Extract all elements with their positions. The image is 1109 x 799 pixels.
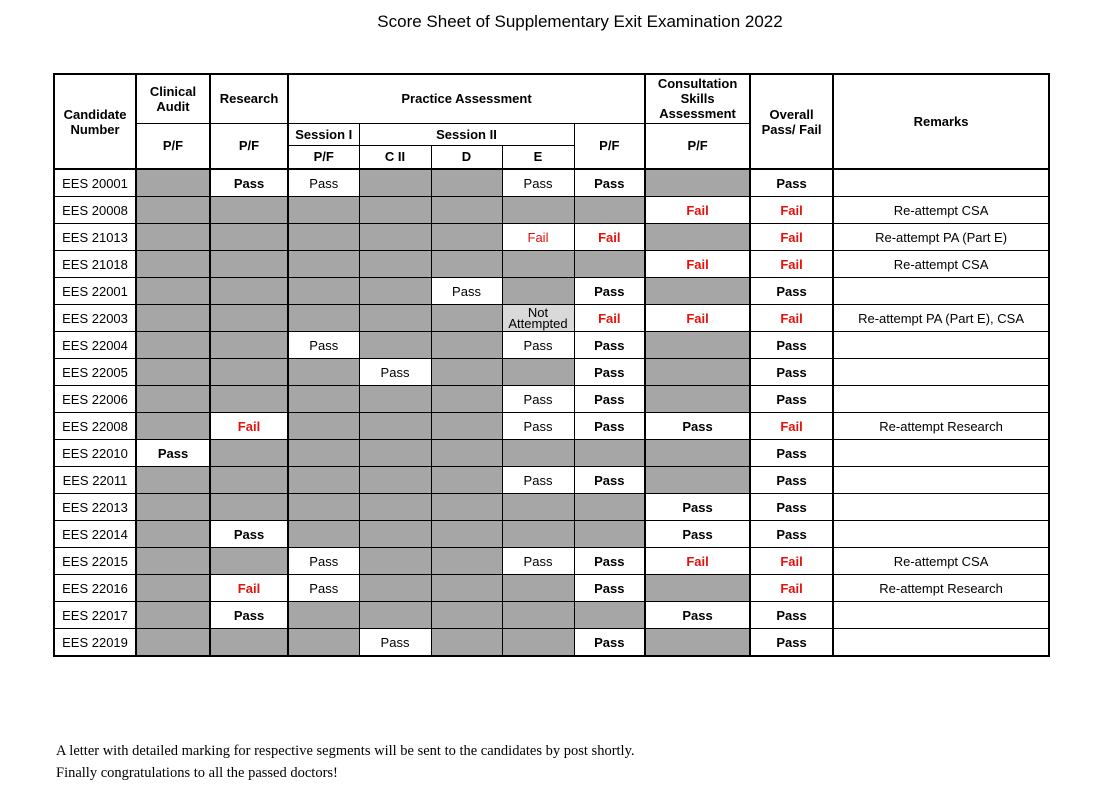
cell-session-1: Pass bbox=[288, 575, 359, 602]
table-row bbox=[54, 413, 1049, 440]
cell-remarks bbox=[833, 440, 1049, 467]
cell-remarks bbox=[833, 521, 1049, 548]
cell-remarks: Re-attempt CSA bbox=[833, 197, 1049, 224]
cell-e: Pass bbox=[502, 413, 574, 440]
cell-candidate: EES 22015 bbox=[54, 548, 136, 575]
cell-remarks bbox=[833, 278, 1049, 305]
header-clinical-audit-pf: P/F bbox=[136, 123, 210, 169]
cell-remarks: Re-attempt CSA bbox=[833, 548, 1049, 575]
cell-session-1 bbox=[288, 278, 359, 305]
cell-d bbox=[431, 169, 502, 197]
cell-e bbox=[502, 278, 574, 305]
cell-session-1: Pass bbox=[288, 332, 359, 359]
cell-e bbox=[502, 197, 574, 224]
cell-c2 bbox=[359, 440, 431, 467]
cell-research bbox=[210, 197, 288, 224]
cell-session-1 bbox=[288, 413, 359, 440]
cell-d bbox=[431, 602, 502, 629]
cell-session-1 bbox=[288, 224, 359, 251]
cell-consultation-pf: Fail bbox=[645, 548, 750, 575]
header-candidate-number: Candidate Number bbox=[54, 74, 136, 169]
cell-candidate: EES 22019 bbox=[54, 629, 136, 657]
cell-consultation-pf bbox=[645, 169, 750, 197]
cell-practice-pf: Pass bbox=[574, 359, 645, 386]
cell-research bbox=[210, 386, 288, 413]
cell-clinical-audit bbox=[136, 413, 210, 440]
cell-clinical-audit bbox=[136, 602, 210, 629]
cell-candidate: EES 21013 bbox=[54, 224, 136, 251]
cell-d: Pass bbox=[431, 278, 502, 305]
cell-c2 bbox=[359, 169, 431, 197]
cell-candidate: EES 22016 bbox=[54, 575, 136, 602]
score-table bbox=[53, 73, 1050, 657]
cell-clinical-audit bbox=[136, 332, 210, 359]
cell-e bbox=[502, 521, 574, 548]
cell-practice-pf: Pass bbox=[574, 386, 645, 413]
cell-consultation-pf: Fail bbox=[645, 197, 750, 224]
cell-remarks bbox=[833, 386, 1049, 413]
cell-session-1 bbox=[288, 467, 359, 494]
table-row bbox=[54, 278, 1049, 305]
cell-consultation-pf: Fail bbox=[645, 305, 750, 332]
cell-consultation-pf bbox=[645, 224, 750, 251]
cell-consultation-pf: Pass bbox=[645, 602, 750, 629]
header-d: D bbox=[431, 145, 502, 169]
cell-practice-pf: Pass bbox=[574, 575, 645, 602]
cell-clinical-audit bbox=[136, 548, 210, 575]
cell-overall: Pass bbox=[750, 467, 833, 494]
table-row bbox=[54, 251, 1049, 278]
cell-candidate: EES 20001 bbox=[54, 169, 136, 197]
cell-overall: Pass bbox=[750, 602, 833, 629]
cell-candidate: EES 22008 bbox=[54, 413, 136, 440]
cell-overall: Pass bbox=[750, 440, 833, 467]
cell-research: Pass bbox=[210, 602, 288, 629]
cell-session-1 bbox=[288, 305, 359, 332]
header-research: Research bbox=[210, 74, 288, 123]
cell-c2 bbox=[359, 494, 431, 521]
table-row bbox=[54, 548, 1049, 575]
cell-candidate: EES 22011 bbox=[54, 467, 136, 494]
cell-d bbox=[431, 197, 502, 224]
cell-overall: Pass bbox=[750, 169, 833, 197]
cell-overall: Fail bbox=[750, 575, 833, 602]
header-practice-pf: P/F bbox=[574, 123, 645, 169]
cell-practice-pf bbox=[574, 197, 645, 224]
table-row bbox=[54, 169, 1049, 197]
cell-overall: Pass bbox=[750, 521, 833, 548]
cell-c2 bbox=[359, 386, 431, 413]
cell-consultation-pf bbox=[645, 440, 750, 467]
cell-consultation-pf bbox=[645, 575, 750, 602]
cell-remarks bbox=[833, 494, 1049, 521]
cell-practice-pf: Pass bbox=[574, 332, 645, 359]
cell-practice-pf: Fail bbox=[574, 305, 645, 332]
header-session-1: Session I bbox=[288, 123, 359, 145]
cell-session-1 bbox=[288, 602, 359, 629]
cell-e bbox=[502, 251, 574, 278]
table-row bbox=[54, 224, 1049, 251]
cell-e bbox=[502, 575, 574, 602]
cell-d bbox=[431, 359, 502, 386]
header-remarks: Remarks bbox=[833, 74, 1049, 169]
cell-candidate: EES 22001 bbox=[54, 278, 136, 305]
cell-overall: Pass bbox=[750, 386, 833, 413]
cell-candidate: EES 22004 bbox=[54, 332, 136, 359]
cell-e: Pass bbox=[502, 386, 574, 413]
cell-d bbox=[431, 332, 502, 359]
table-row bbox=[54, 359, 1049, 386]
cell-e: Pass bbox=[502, 169, 574, 197]
cell-remarks bbox=[833, 332, 1049, 359]
cell-practice-pf: Pass bbox=[574, 169, 645, 197]
cell-c2 bbox=[359, 197, 431, 224]
cell-clinical-audit bbox=[136, 251, 210, 278]
cell-d bbox=[431, 305, 502, 332]
cell-c2 bbox=[359, 575, 431, 602]
cell-consultation-pf bbox=[645, 467, 750, 494]
cell-clinical-audit bbox=[136, 467, 210, 494]
cell-research bbox=[210, 467, 288, 494]
cell-e bbox=[502, 494, 574, 521]
cell-d bbox=[431, 440, 502, 467]
cell-research: Pass bbox=[210, 521, 288, 548]
cell-consultation-pf bbox=[645, 359, 750, 386]
cell-remarks bbox=[833, 169, 1049, 197]
cell-candidate: EES 22003 bbox=[54, 305, 136, 332]
cell-session-1 bbox=[288, 440, 359, 467]
cell-c2 bbox=[359, 251, 431, 278]
cell-d bbox=[431, 548, 502, 575]
cell-remarks bbox=[833, 467, 1049, 494]
cell-remarks bbox=[833, 629, 1049, 657]
cell-overall: Fail bbox=[750, 251, 833, 278]
cell-overall: Pass bbox=[750, 332, 833, 359]
cell-overall: Fail bbox=[750, 224, 833, 251]
cell-overall: Pass bbox=[750, 278, 833, 305]
footer-line-1: A letter with detailed marking for respective segments will be sent to the candidates by post shortly. bbox=[56, 743, 635, 759]
cell-consultation-pf bbox=[645, 278, 750, 305]
table-row bbox=[54, 467, 1049, 494]
cell-remarks: Re-attempt Research bbox=[833, 575, 1049, 602]
cell-e: Not Attempted bbox=[502, 305, 574, 332]
cell-research bbox=[210, 494, 288, 521]
cell-e: Pass bbox=[502, 332, 574, 359]
cell-d bbox=[431, 224, 502, 251]
cell-consultation-pf: Pass bbox=[645, 494, 750, 521]
cell-practice-pf bbox=[574, 440, 645, 467]
cell-research bbox=[210, 224, 288, 251]
header-consultation-pf: P/F bbox=[645, 123, 750, 169]
cell-session-1 bbox=[288, 629, 359, 657]
cell-overall: Pass bbox=[750, 359, 833, 386]
cell-consultation-pf: Pass bbox=[645, 413, 750, 440]
cell-research bbox=[210, 629, 288, 657]
cell-remarks: Re-attempt Research bbox=[833, 413, 1049, 440]
cell-research bbox=[210, 305, 288, 332]
header-research-pf: P/F bbox=[210, 123, 288, 169]
cell-e bbox=[502, 440, 574, 467]
table-row bbox=[54, 197, 1049, 224]
table-row bbox=[54, 575, 1049, 602]
cell-practice-pf bbox=[574, 494, 645, 521]
cell-e bbox=[502, 359, 574, 386]
cell-d bbox=[431, 251, 502, 278]
cell-e bbox=[502, 602, 574, 629]
header-session-1-pf: P/F bbox=[288, 145, 359, 169]
cell-research bbox=[210, 359, 288, 386]
cell-clinical-audit bbox=[136, 521, 210, 548]
header-session-2: Session II bbox=[359, 123, 574, 145]
cell-overall: Fail bbox=[750, 548, 833, 575]
cell-remarks: Re-attempt CSA bbox=[833, 251, 1049, 278]
cell-remarks bbox=[833, 602, 1049, 629]
cell-research bbox=[210, 332, 288, 359]
cell-d bbox=[431, 413, 502, 440]
cell-overall: Fail bbox=[750, 305, 833, 332]
cell-session-1 bbox=[288, 521, 359, 548]
footer-note bbox=[56, 740, 635, 784]
cell-consultation-pf bbox=[645, 332, 750, 359]
cell-session-1 bbox=[288, 386, 359, 413]
cell-c2 bbox=[359, 305, 431, 332]
table-row bbox=[54, 305, 1049, 332]
cell-candidate: EES 22014 bbox=[54, 521, 136, 548]
cell-practice-pf bbox=[574, 251, 645, 278]
cell-research bbox=[210, 548, 288, 575]
cell-c2 bbox=[359, 278, 431, 305]
cell-d bbox=[431, 629, 502, 657]
cell-candidate: EES 21018 bbox=[54, 251, 136, 278]
cell-candidate: EES 20008 bbox=[54, 197, 136, 224]
cell-research bbox=[210, 251, 288, 278]
cell-clinical-audit bbox=[136, 575, 210, 602]
header-c2: C II bbox=[359, 145, 431, 169]
cell-overall: Pass bbox=[750, 494, 833, 521]
cell-d bbox=[431, 494, 502, 521]
cell-overall: Fail bbox=[750, 413, 833, 440]
cell-c2 bbox=[359, 548, 431, 575]
table-row bbox=[54, 602, 1049, 629]
header-practice-assessment: Practice Assessment bbox=[288, 74, 645, 123]
cell-c2 bbox=[359, 413, 431, 440]
cell-remarks: Re-attempt PA (Part E) bbox=[833, 224, 1049, 251]
cell-practice-pf: Pass bbox=[574, 413, 645, 440]
cell-clinical-audit bbox=[136, 169, 210, 197]
cell-clinical-audit bbox=[136, 359, 210, 386]
cell-e: Fail bbox=[502, 224, 574, 251]
cell-c2 bbox=[359, 467, 431, 494]
page-title: Score Sheet of Supplementary Exit Examination 2022 bbox=[377, 12, 783, 31]
cell-candidate: EES 22006 bbox=[54, 386, 136, 413]
cell-d bbox=[431, 521, 502, 548]
cell-session-1 bbox=[288, 494, 359, 521]
cell-c2 bbox=[359, 224, 431, 251]
cell-research bbox=[210, 278, 288, 305]
cell-d bbox=[431, 467, 502, 494]
cell-clinical-audit bbox=[136, 629, 210, 657]
table-row bbox=[54, 386, 1049, 413]
cell-candidate: EES 22017 bbox=[54, 602, 136, 629]
cell-clinical-audit bbox=[136, 494, 210, 521]
cell-overall: Pass bbox=[750, 629, 833, 657]
cell-practice-pf: Pass bbox=[574, 629, 645, 657]
cell-candidate: EES 22013 bbox=[54, 494, 136, 521]
score-table-body bbox=[54, 169, 1049, 656]
cell-c2: Pass bbox=[359, 629, 431, 657]
cell-d bbox=[431, 575, 502, 602]
cell-consultation-pf bbox=[645, 629, 750, 657]
cell-c2 bbox=[359, 332, 431, 359]
cell-c2 bbox=[359, 521, 431, 548]
cell-clinical-audit bbox=[136, 278, 210, 305]
cell-overall: Fail bbox=[750, 197, 833, 224]
header-e: E bbox=[502, 145, 574, 169]
cell-session-1 bbox=[288, 197, 359, 224]
cell-clinical-audit bbox=[136, 197, 210, 224]
cell-consultation-pf: Pass bbox=[645, 521, 750, 548]
cell-c2 bbox=[359, 602, 431, 629]
cell-e: Pass bbox=[502, 467, 574, 494]
cell-research: Pass bbox=[210, 169, 288, 197]
cell-research: Fail bbox=[210, 413, 288, 440]
table-row bbox=[54, 494, 1049, 521]
cell-research bbox=[210, 440, 288, 467]
cell-practice-pf: Pass bbox=[574, 278, 645, 305]
cell-clinical-audit bbox=[136, 386, 210, 413]
table-row bbox=[54, 332, 1049, 359]
cell-e: Pass bbox=[502, 548, 574, 575]
cell-clinical-audit: Pass bbox=[136, 440, 210, 467]
cell-practice-pf bbox=[574, 521, 645, 548]
cell-research: Fail bbox=[210, 575, 288, 602]
cell-d bbox=[431, 386, 502, 413]
cell-practice-pf bbox=[574, 602, 645, 629]
cell-consultation-pf: Fail bbox=[645, 251, 750, 278]
cell-remarks bbox=[833, 359, 1049, 386]
cell-e bbox=[502, 629, 574, 657]
header-clinical-audit: Clinical Audit bbox=[136, 74, 210, 123]
header-overall: Overall Pass/ Fail bbox=[750, 74, 833, 169]
cell-remarks: Re-attempt PA (Part E), CSA bbox=[833, 305, 1049, 332]
header-consultation-skills: Consultation Skills Assessment bbox=[645, 74, 750, 123]
cell-session-1 bbox=[288, 251, 359, 278]
cell-consultation-pf bbox=[645, 386, 750, 413]
cell-c2: Pass bbox=[359, 359, 431, 386]
cell-session-1: Pass bbox=[288, 548, 359, 575]
cell-candidate: EES 22005 bbox=[54, 359, 136, 386]
cell-practice-pf: Pass bbox=[574, 467, 645, 494]
table-row bbox=[54, 440, 1049, 467]
cell-candidate: EES 22010 bbox=[54, 440, 136, 467]
cell-session-1: Pass bbox=[288, 169, 359, 197]
footer-line-2: Finally congratulations to all the passed doctors! bbox=[56, 765, 338, 781]
cell-practice-pf: Pass bbox=[574, 548, 645, 575]
cell-clinical-audit bbox=[136, 305, 210, 332]
table-row bbox=[54, 521, 1049, 548]
cell-session-1 bbox=[288, 359, 359, 386]
table-row bbox=[54, 629, 1049, 657]
cell-clinical-audit bbox=[136, 224, 210, 251]
cell-practice-pf: Fail bbox=[574, 224, 645, 251]
